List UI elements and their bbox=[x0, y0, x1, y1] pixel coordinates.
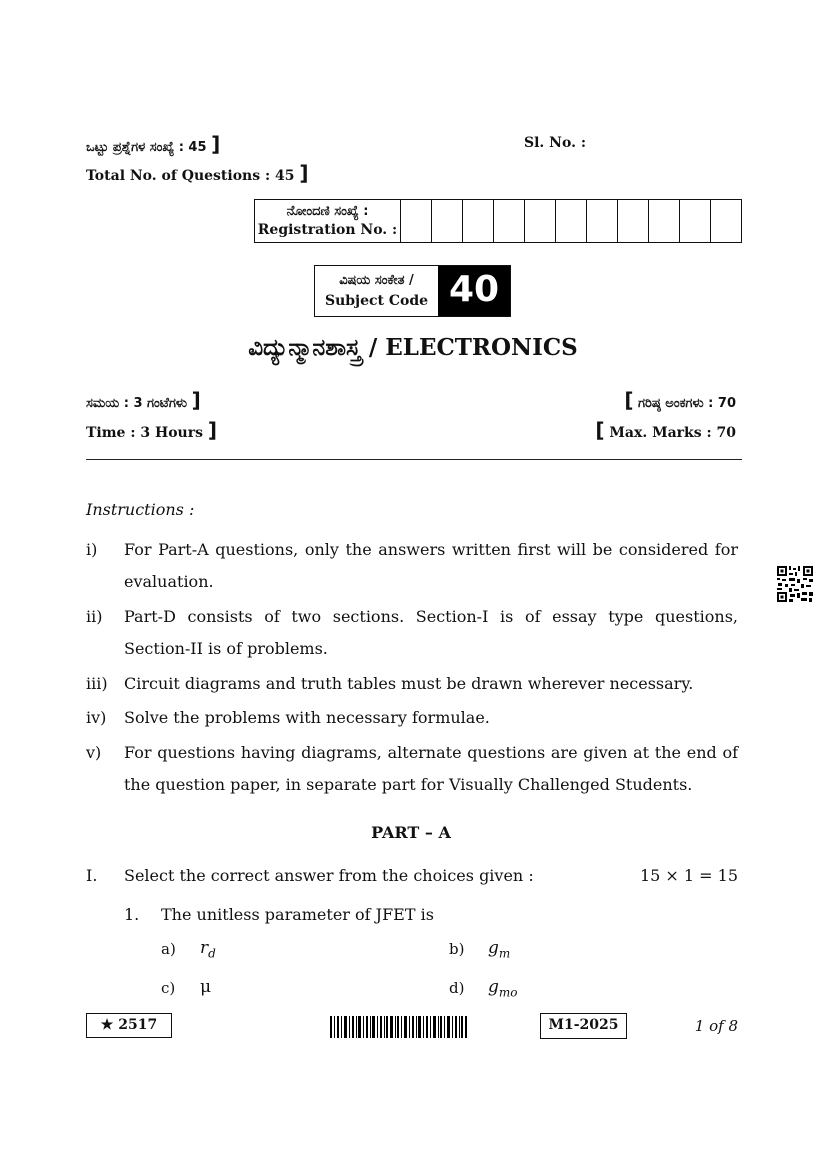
part-a-heading: PART – A bbox=[371, 823, 451, 842]
subject-code-label: ವಿಷಯ ಸಂಕೇತ / Subject Code bbox=[324, 273, 429, 309]
qr-code-icon bbox=[776, 565, 814, 603]
instruction-item: iv) Solve the problems with necessary formulae. bbox=[86, 708, 490, 727]
question-text: The unitless parameter of JFET is bbox=[161, 905, 434, 924]
page-number: 1 of 8 bbox=[694, 1017, 738, 1035]
registration-cell[interactable] bbox=[711, 200, 741, 242]
paper-code-box: ★ 2517 bbox=[86, 1013, 172, 1038]
divider bbox=[86, 459, 742, 460]
option-b-label: b) bbox=[449, 940, 465, 958]
time-en: Time : 3 Hours ] bbox=[86, 418, 218, 442]
option-a-label: a) bbox=[161, 940, 176, 958]
option-b-value: $g_m$ bbox=[488, 938, 511, 961]
subject-code-number: 40 bbox=[438, 266, 510, 316]
section-number: I. bbox=[86, 866, 98, 885]
section-marks: 15 × 1 = 15 bbox=[639, 866, 738, 885]
instruction-item: ii) Part-D consists of two sections. Section-I is of essay type questions, Section-II is of problems. bbox=[86, 607, 738, 658]
registration-cell[interactable] bbox=[680, 200, 711, 242]
option-d-value: $g_{mo}$ bbox=[488, 977, 518, 1000]
registration-label: ನೋಂದಣಿ ಸಂಖ್ಯೆ : Registration No. : bbox=[255, 200, 401, 242]
max-marks-en: [ Max. Marks : 70 bbox=[595, 418, 736, 442]
option-c-value: μ bbox=[200, 977, 212, 997]
registration-box bbox=[254, 199, 742, 243]
registration-cell[interactable] bbox=[401, 200, 432, 242]
registration-cell[interactable] bbox=[525, 200, 556, 242]
option-c-label: c) bbox=[161, 979, 176, 997]
total-questions-kn: ಒಟ್ಟು ಪ್ರಶ್ನೆಗಳ ಸಂಖ್ಯೆ : 45 ] bbox=[86, 132, 221, 156]
option-a-value: $r_d$ bbox=[200, 938, 216, 961]
max-marks-kn: [ ಗರಿಷ್ಠ ಅಂಕಗಳು : 70 bbox=[624, 388, 736, 412]
page-title: ವಿದ್ಯುನ್ಮಾನಶಾಸ್ತ್ರ / ELECTRONICS bbox=[248, 334, 578, 361]
time-kn: ಸಮಯ : 3 ಗಂಟೆಗಳು ] bbox=[86, 388, 201, 412]
subject-code-box bbox=[314, 265, 511, 317]
section-instruction: Select the correct answer from the choices given : bbox=[124, 866, 534, 885]
registration-cell[interactable] bbox=[432, 200, 463, 242]
registration-cell[interactable] bbox=[618, 200, 649, 242]
serial-number-label: Sl. No. : bbox=[524, 135, 586, 151]
registration-cell[interactable] bbox=[649, 200, 680, 242]
total-questions-en: Total No. of Questions : 45 ] bbox=[86, 161, 309, 185]
instruction-item: v) For questions having diagrams, alternate questions are given at the end of the question paper, in separate part for Visually Challenged Students. bbox=[86, 743, 738, 794]
option-d-label: d) bbox=[449, 979, 465, 997]
exam-code-box: M1-2025 bbox=[540, 1013, 627, 1039]
instruction-item: iii) Circuit diagrams and truth tables must be drawn wherever necessary. bbox=[86, 674, 694, 693]
registration-cell[interactable] bbox=[587, 200, 618, 242]
instructions-heading: Instructions : bbox=[86, 500, 195, 519]
registration-cell[interactable] bbox=[556, 200, 587, 242]
question-number: 1. bbox=[124, 905, 140, 924]
instruction-item: i) For Part-A questions, only the answers written first will be considered for evaluation. bbox=[86, 540, 738, 591]
registration-cell[interactable] bbox=[494, 200, 525, 242]
barcode-icon bbox=[330, 1016, 467, 1038]
registration-cell[interactable] bbox=[463, 200, 494, 242]
